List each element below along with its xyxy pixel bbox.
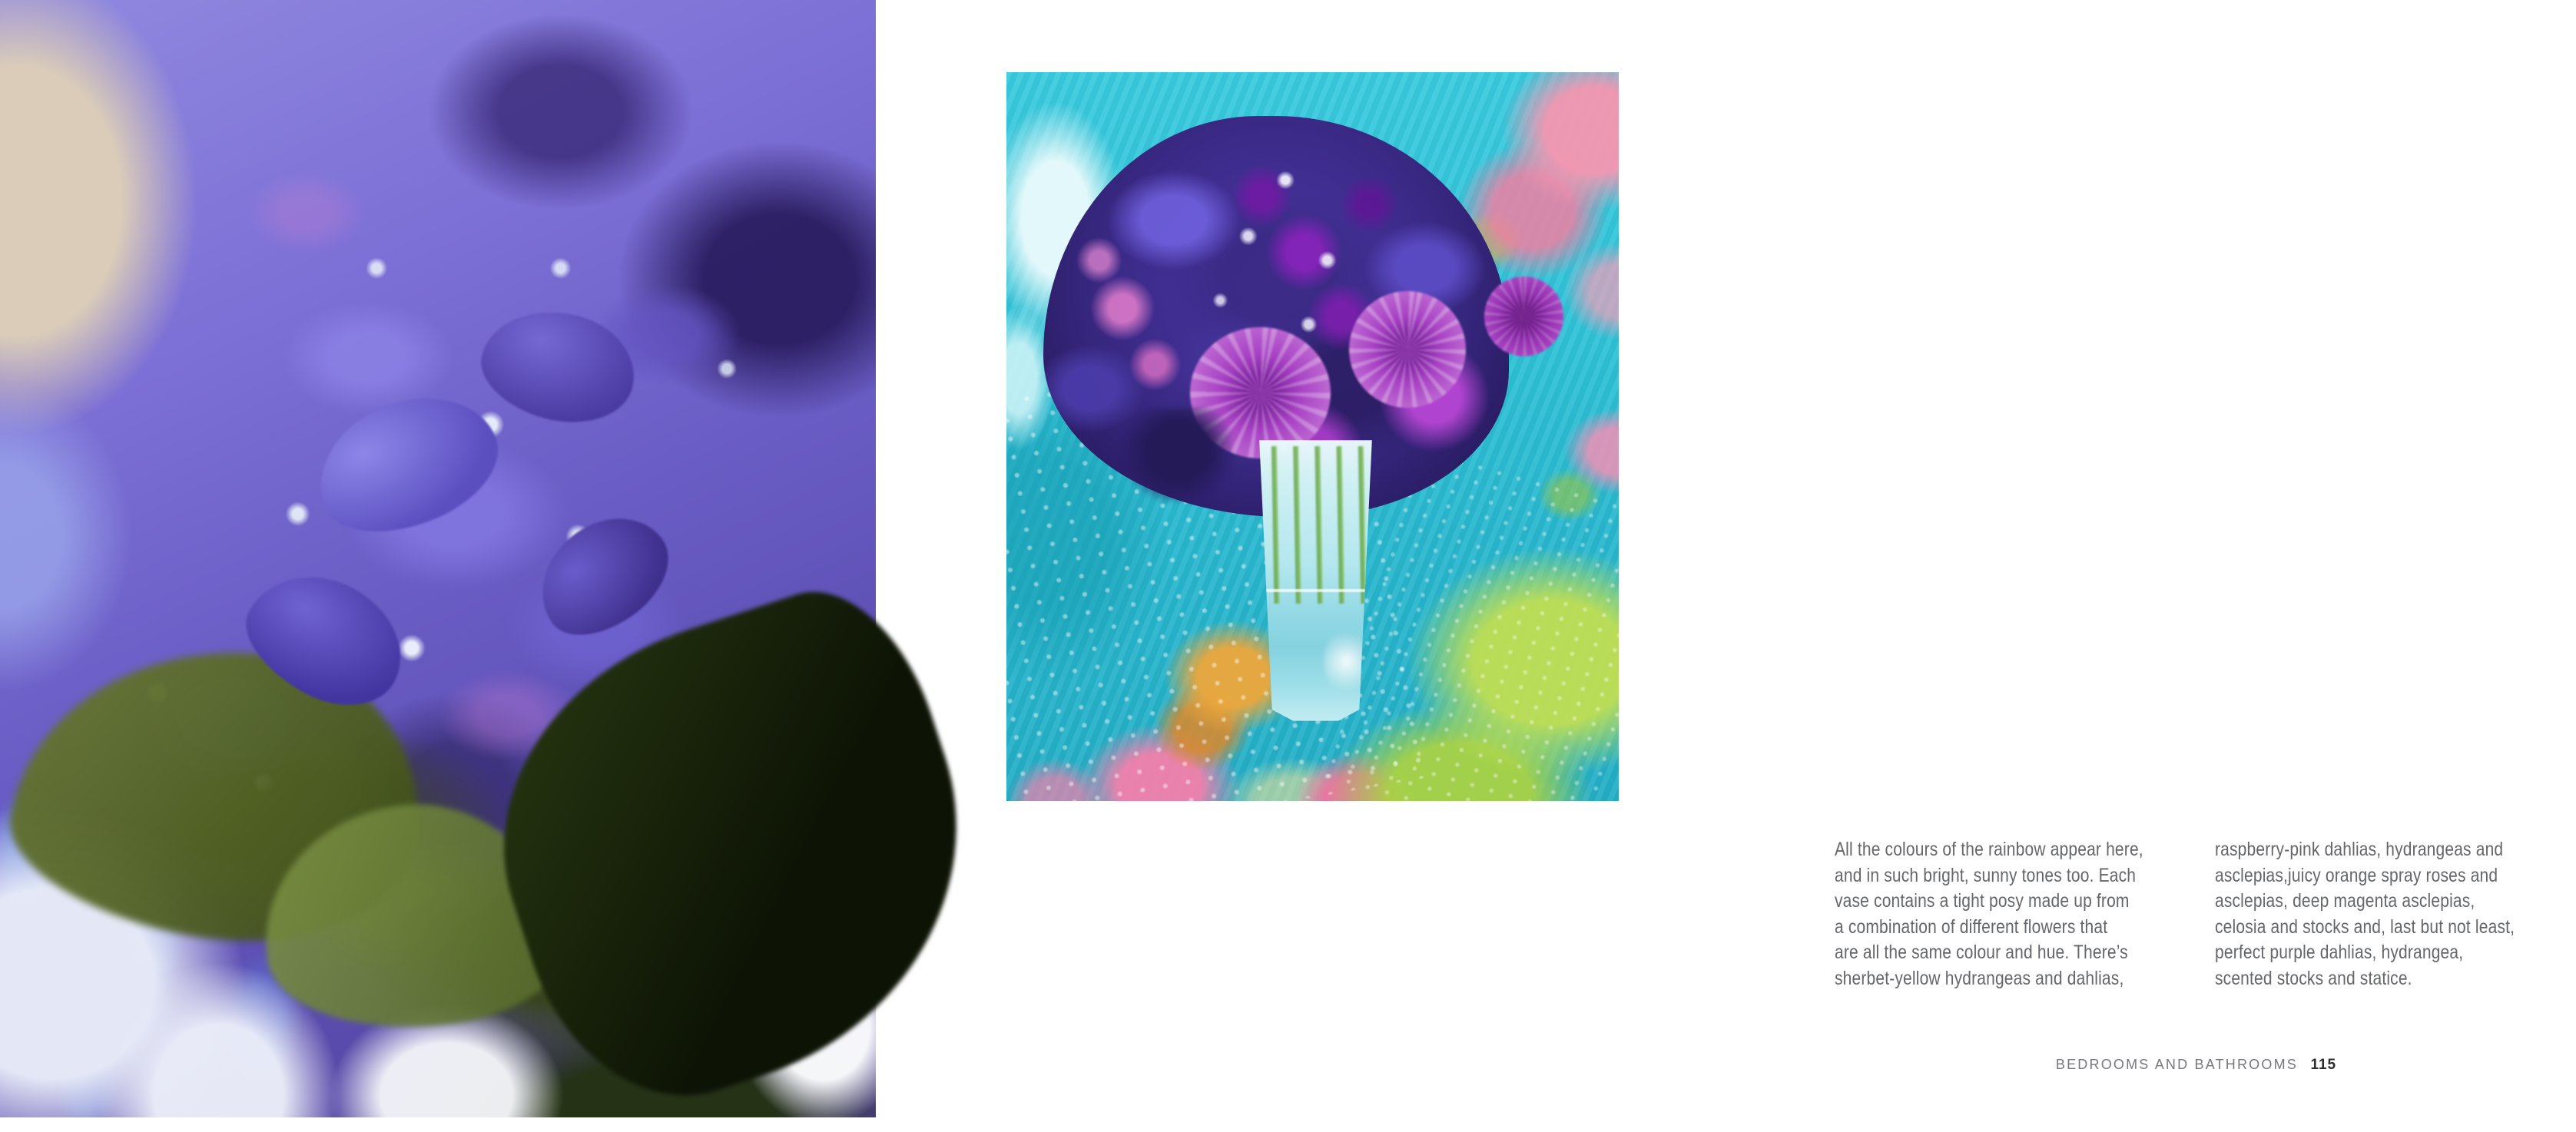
caption-line: are all the same colour and hue. There’s — [1835, 942, 2128, 963]
left-page — [0, 0, 884, 1121]
caption-line: All the colours of the rainbow appear here, — [1835, 839, 2143, 860]
caption-line: sherbet-yellow hydrangeas and dahlias, — [1835, 967, 2124, 989]
page-number: 115 — [2310, 1057, 2337, 1073]
hydrangea-petal — [518, 495, 688, 656]
caption-line: asclepias, deep magenta asclepias, — [2215, 890, 2475, 912]
dahlia-pompom — [1349, 291, 1465, 408]
caption-line: perfect purple dahlias, hydrangea, — [2215, 942, 2464, 963]
caption-column-2 — [2215, 837, 2576, 991]
hydrangea-petal — [300, 375, 515, 553]
caption-line: vase contains a tight posy made up from — [1835, 890, 2130, 912]
flower-stems-in-water — [1245, 446, 1386, 604]
caption-column-1 — [1835, 837, 2196, 991]
caption-line: scented stocks and statice. — [2215, 967, 2412, 989]
right-page — [884, 0, 2515, 1121]
page-footer — [1890, 1057, 2502, 1074]
caption-line: celosia and stocks and, last but not least, — [2215, 915, 2515, 938]
water-line — [1251, 589, 1381, 592]
dahlia-pompom — [1484, 276, 1564, 356]
caption-line: and in such bright, sunny tones too. Each — [1835, 864, 2137, 886]
caption-line: raspberry-pink dahlias, hydrangeas and — [2215, 839, 2504, 860]
hydrangea-petal — [470, 295, 646, 439]
section-title: BEDROOMS AND BATHROOMS — [2055, 1057, 2298, 1072]
hydrangea-closeup-photo — [0, 0, 876, 1117]
caption-line: a combination of different flowers that — [1835, 915, 2108, 938]
purple-posy-photo — [1006, 72, 1619, 801]
dark-foliage-tuft — [1122, 408, 1232, 502]
caption-line: asclepias,juicy orange spray roses and — [2215, 864, 2498, 886]
